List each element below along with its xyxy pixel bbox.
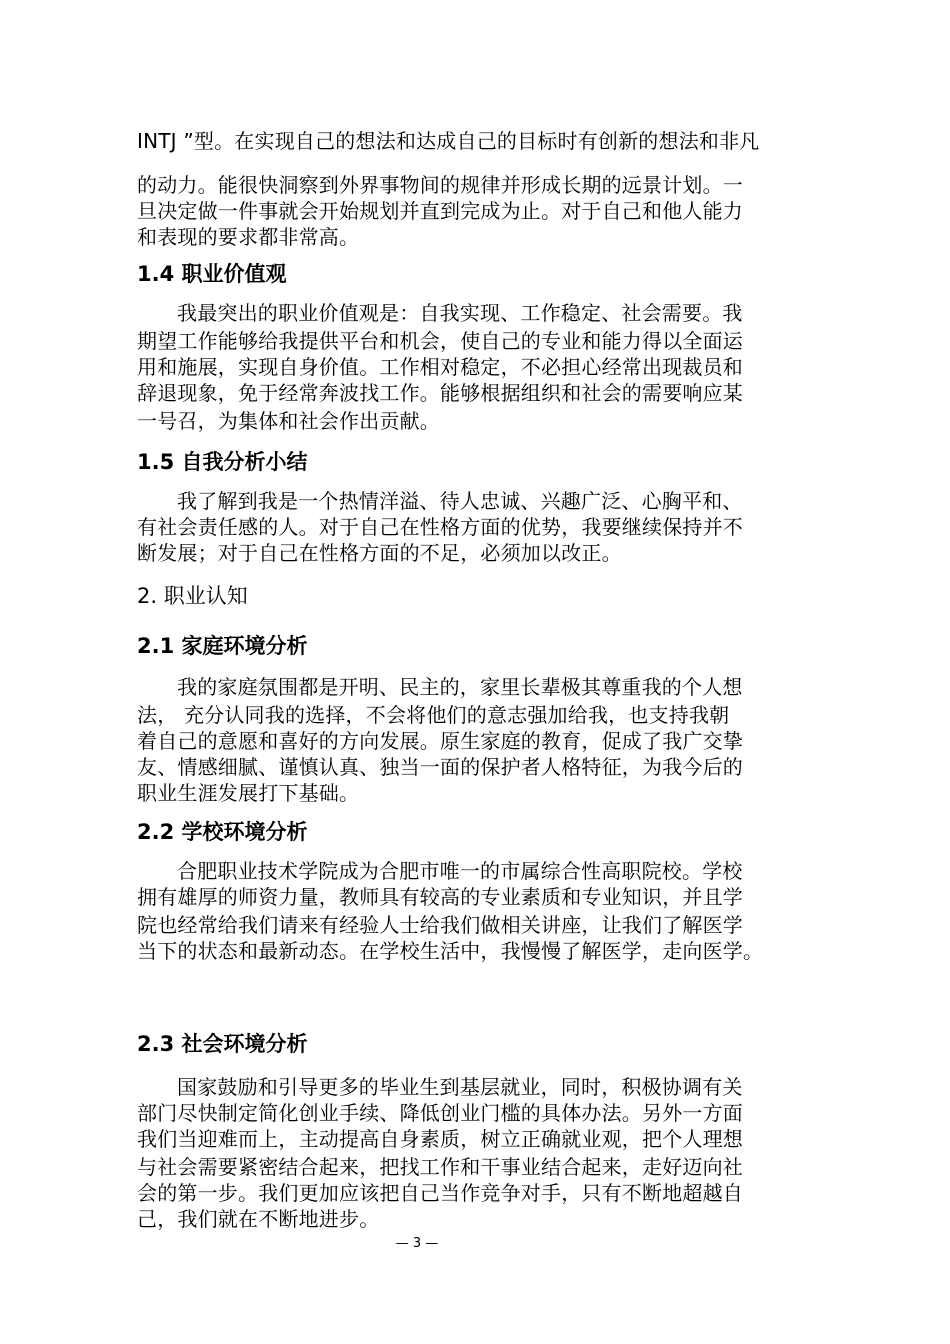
section-heading-2-1 bbox=[137, 632, 308, 660]
paragraph-line: 旦决定做一件事就会开始规划并直到完成为止。对于自己和他人能力 bbox=[137, 199, 743, 223]
paragraph-line: 和表现的要求都非常高。 bbox=[137, 225, 360, 249]
section-number: 2.2 bbox=[137, 820, 175, 844]
paragraph-line: 友、情感细腻、谨慎认真、独当一面的保护者人格特征，为我今后的 bbox=[137, 755, 743, 779]
paragraph-line: 合肥职业技术学院成为合肥市唯一的市属综合性高职院校。学校 bbox=[177, 859, 743, 883]
section-title: 职业价值观 bbox=[181, 262, 287, 286]
paragraph-line: INTJ ”型。在实现自己的想法和达成自己的目标时有创新的想法和非凡 bbox=[137, 129, 760, 153]
paragraph-line: 职业生涯发展打下基础。 bbox=[137, 781, 360, 805]
paragraph-line: 当下的状态和最新动态。在学校生活中，我慢慢了解医学，走向医学。 bbox=[137, 939, 764, 963]
section-heading-1-4 bbox=[137, 260, 287, 288]
section-title: 家庭环境分析 bbox=[181, 634, 308, 658]
chapter-heading-2: 2. 职业认知 bbox=[137, 584, 248, 608]
paragraph-line: 国家鼓励和引导更多的毕业生到基层就业，同时，积极协调有关 bbox=[177, 1075, 743, 1099]
paragraph-line: 我最突出的职业价值观是：自我实现、工作稳定、社会需要。我 bbox=[177, 301, 743, 325]
section-number: 1.4 bbox=[137, 262, 175, 286]
paragraph-line: 用和施展，实现自身价值。工作相对稳定，不必担心经常出现裁员和 bbox=[137, 355, 743, 379]
paragraph-line: 着自己的意愿和喜好的方向发展。原生家庭的教育，促成了我广交挚 bbox=[137, 729, 743, 753]
section-number: 2.1 bbox=[137, 634, 175, 658]
section-title: 自我分析小结 bbox=[181, 450, 308, 474]
page-number: — 3 — bbox=[395, 1236, 439, 1251]
paragraph-line: 一号召，为集体和社会作出贡献。 bbox=[137, 409, 440, 433]
paragraph-line: 与社会需要紧密结合起来，把找工作和干事业结合起来，走好迈向社 bbox=[137, 1155, 743, 1179]
paragraph-line: 部门尽快制定简化创业手续、降低创业门槛的具体办法。另外一方面 bbox=[137, 1101, 743, 1125]
section-title: 社会环境分析 bbox=[181, 1032, 308, 1056]
paragraph-line: 辞退现象，免于经常奔波找工作。能够根据组织和社会的需要响应某 bbox=[137, 381, 743, 405]
section-title: 学校环境分析 bbox=[181, 820, 308, 844]
paragraph-line: 我的家庭氛围都是开明、民主的，家里长辈极其尊重我的个人想 bbox=[177, 675, 743, 699]
paragraph-line: 拥有雄厚的师资力量，教师具有较高的专业素质和专业知识，并且学 bbox=[137, 885, 743, 909]
paragraph-line: 断发展；对于自己在性格方面的不足，必须加以改正。 bbox=[137, 541, 622, 565]
paragraph-line: 院也经常给我们请来有经验人士给我们做相关讲座，让我们了解医学 bbox=[137, 913, 743, 937]
paragraph-line: 会的第一步。我们更加应该把自己当作竞争对手，只有不断地超越自 bbox=[137, 1181, 743, 1205]
section-number: 2.3 bbox=[137, 1032, 175, 1056]
paragraph-line: 我了解到我是一个热情洋溢、待人忠诚、兴趣广泛、心胸平和、 bbox=[177, 489, 743, 513]
paragraph-line: 期望工作能够给我提供平台和机会，使自己的专业和能力得以全面运 bbox=[137, 329, 743, 353]
paragraph-line: 法， 充分认同我的选择，不会将他们的意志强加给我，也支持我朝 bbox=[137, 703, 730, 727]
section-heading-2-2 bbox=[137, 818, 308, 846]
paragraph-line: 我们当迎难而上，主动提高自身素质，树立正确就业观，把个人理想 bbox=[137, 1127, 743, 1151]
section-heading-1-5 bbox=[137, 448, 308, 476]
section-number: 1.5 bbox=[137, 450, 175, 474]
paragraph-line: 己，我们就在不断地进步。 bbox=[137, 1207, 380, 1231]
paragraph-line: 的动力。能很快洞察到外界事物间的规律并形成长期的远景计划。一 bbox=[137, 173, 743, 197]
section-heading-2-3 bbox=[137, 1030, 308, 1058]
paragraph-line: 有社会责任感的人。对于自己在性格方面的优势，我要继续保持并不 bbox=[137, 515, 743, 539]
